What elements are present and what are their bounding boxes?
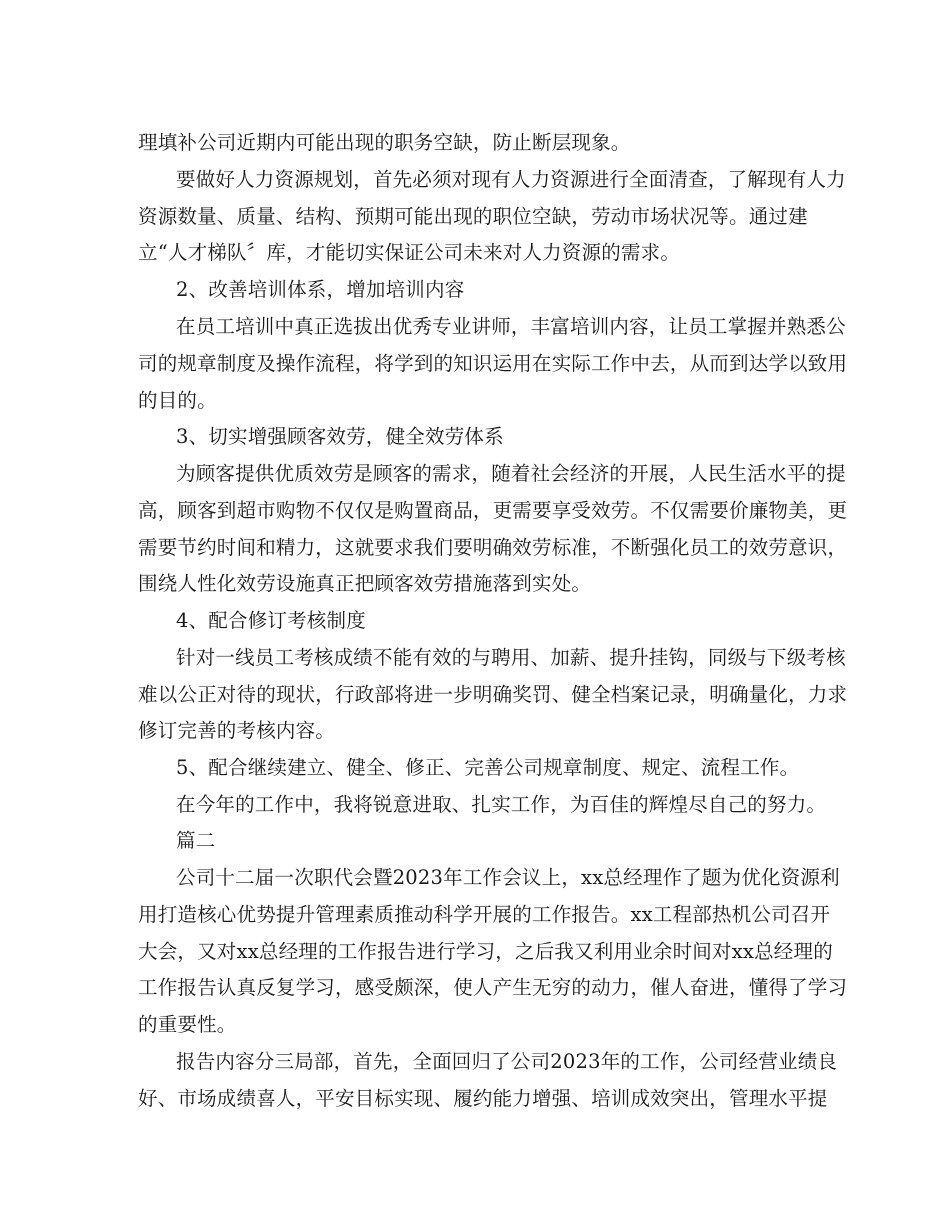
paragraph-first-line: 公司十二届一次职代会暨2023年工作会议上，xx总经理作了题为优化资源利 — [176, 866, 840, 889]
paragraph-first-line: 在员工培训中真正选拔出优秀专业讲师，丰富培训内容，让员工掌握并熟悉公 — [176, 315, 846, 338]
paragraph-first-line: 报告内容分三局部，首先，全面回归了公司2023年的工作，公司经营业绩良 — [176, 1050, 838, 1073]
text-line: 用打造核心优势提升管理素质推动科学开展的工作报告。xx工程部热机公司召开 — [138, 903, 831, 926]
text-line: 围绕人性化效劳设施真正把顾客效劳措施落到实处。 — [138, 572, 592, 595]
section-heading: 2、改善培训体系，增加培训内容 — [176, 278, 465, 301]
section-heading: 4、配合修订考核制度 — [176, 609, 366, 632]
paragraph-first-line: 在今年的工作中，我将锐意进取、扎实工作，为百佳的辉煌尽自己的努力。 — [176, 793, 827, 816]
part-heading: 篇二 — [176, 829, 216, 852]
paragraph-first-line: 要做好人力资源规划，首先必须对现有人力资源进行全面清查，了解现有人力 — [176, 168, 846, 191]
text-line: 理填补公司近期内可能出现的职务空缺，防止断层现象。 — [138, 131, 631, 154]
text-line: 需要节约时间和精力，这就要求我们要明确效劳标准，不断强化员工的效劳意识， — [138, 536, 848, 559]
text-line: 高，顾客到超市购物不仅仅是购置商品，更需要享受效劳。不仅需要价廉物美，更 — [138, 499, 848, 522]
text-line: 难以公正对待的现状，行政部将进一步明确奖罚、健全档案记录，明确量化，力求 — [138, 683, 848, 706]
text-line: 的目的。 — [138, 389, 217, 412]
text-line: 资源数量、质量、结构、预期可能出现的职位空缺，劳动市场状况等。通过建 — [138, 205, 808, 228]
paragraph-first-line: 为顾客提供优质效劳是顾客的需求，随着社会经济的开展，人民生活水平的提 — [176, 462, 846, 485]
section-heading: 3、切实增强顾客效劳，健全效劳体系 — [176, 425, 504, 448]
text-line: 修订完善的考核内容。 — [138, 719, 336, 742]
text-line: 司的规章制度及操作流程，将学到的知识运用在实际工作中去，从而到达学以致用 — [138, 352, 848, 375]
section-heading: 5、配合继续建立、健全、修正、完善公司规章制度、规定、流程工作。 — [176, 756, 800, 779]
paragraph-first-line: 针对一线员工考核成绩不能有效的与聘用、加薪、提升挂钩，同级与下级考核 — [176, 646, 846, 669]
text-line: 好、市场成绩喜人，平安目标实现、履约能力增强、培训成效突出，管理水平提 — [138, 1087, 828, 1110]
text-line: 的重要性。 — [138, 1013, 237, 1036]
text-line: 工作报告认真反复学习，感受颇深，使人产生无穷的动力，催人奋进，懂得了学习 — [138, 976, 848, 999]
text-line: 立“人才梯队〞库，才能切实保证公司未来对人力资源的需求。 — [138, 241, 681, 264]
text-line: 大会，又对xx总经理的工作报告进行学习，之后我又利用业余时间对xx总经理的 — [138, 940, 833, 963]
